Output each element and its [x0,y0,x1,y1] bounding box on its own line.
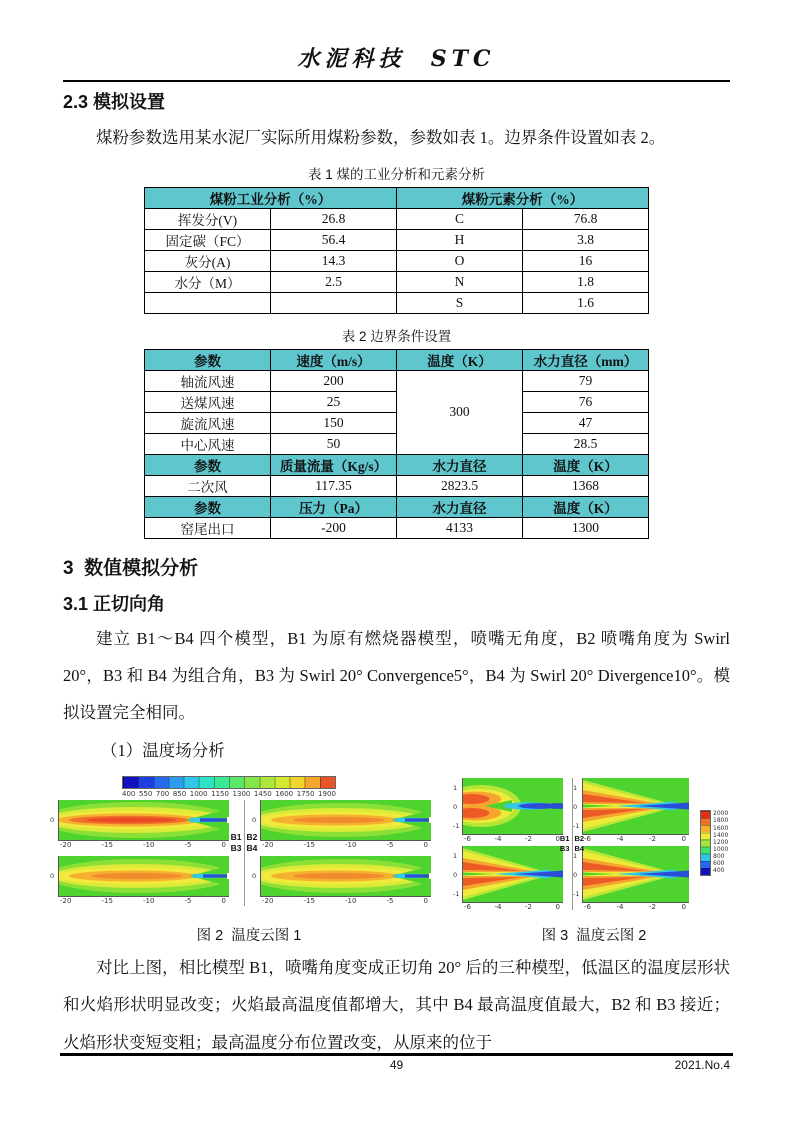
temperature-contour-plot [462,778,563,835]
tick-label: 850 [172,790,187,799]
table-row [145,370,649,391]
tick-label: 0 [453,803,458,812]
table-row [145,496,649,517]
tick-label: -4 [494,903,502,912]
figure3-caption: 图 3 温度云图 2 [541,928,647,945]
panel-label-b1: B1 [230,832,242,843]
cell [271,293,397,314]
tick-label: -6 [464,903,471,912]
section-3-1-heading: 3.1 正切向角 [63,593,166,614]
tick-label: -15 [303,897,315,906]
y-axis-label: 0 [252,872,257,881]
tick-label: 800 [713,853,725,861]
cell: 1300 [523,517,649,538]
table-row [145,349,649,370]
tick-label: 1150 [211,790,229,799]
temperature-contour-plot [260,800,431,841]
panel-label-b2: B2 [246,832,258,843]
cell: 47 [523,412,649,433]
journal-title: 水泥科技 STC [297,46,496,72]
tick-label: 1900 [318,790,336,799]
y-axis [573,852,579,898]
cell: 2823.5 [397,475,523,496]
tick-label: -20 [60,841,72,850]
cell: 温度（K） [523,454,649,475]
tick-label: -6 [464,835,471,844]
tick-label: 550 [138,790,153,799]
table-row [145,454,649,475]
cell: 固定碳（FC） [145,230,271,251]
cell: S [397,293,523,314]
tick-label: -4 [616,835,624,844]
cell: C [397,209,523,230]
x-axis [58,897,228,906]
tick-label: -5 [386,841,394,850]
tick-label: -10 [142,897,155,906]
fig3-panel-b1 [453,778,562,844]
table-row [145,293,649,314]
tick-label: 1 [453,852,458,861]
fig2-colorbar [122,776,336,798]
cell: 水力直径 [397,496,523,517]
panel-label-b3: B3 [230,843,242,854]
paragraph-intro: 煤粉参数选用某水泥厂实际所用煤粉参数，参数如表 1。边界条件设置如表 2。 [96,128,666,147]
x-axis [260,841,430,850]
tick-label: 0 [573,871,578,880]
page-footer [0,1053,793,1074]
fig2-panel-b1 [50,800,228,850]
header-rule [63,80,730,82]
tick-label: 1450 [253,790,272,799]
colorbar-gradient [700,810,711,876]
tick-label: 400 [122,790,136,799]
tick-label: -15 [101,841,113,850]
cell: 挥发分(V) [145,209,271,230]
cell: 1.6 [523,293,649,314]
table1-group-industrial: 煤粉工业分析（%） [145,188,397,209]
cell: 3.8 [523,230,649,251]
figures-row [50,774,743,916]
cell: 参数 [145,349,271,370]
table-row [145,251,649,272]
panel-label-b3: B3 [559,844,570,854]
cell: 轴流风速 [145,370,271,391]
panel-divider [244,800,245,906]
y-axis-label: 0 [252,816,257,825]
tick-label: 1200 [713,838,729,846]
cell: 25 [271,391,397,412]
tick-label: 0 [573,803,578,812]
tick-label: 1 [573,784,578,793]
tick-label: -10 [142,841,155,850]
figure-2-temperature-contours [50,774,448,916]
tick-label: 1 [573,852,578,861]
figure-3-temperature-contours [448,774,740,916]
cell: 28.5 [523,433,649,454]
x-axis [58,841,228,850]
tick-label: -20 [262,841,274,850]
tick-label: -4 [494,835,502,844]
temperature-contour-plot [58,856,229,897]
cell: 26.8 [271,209,397,230]
fig2-panel-b3 [50,856,228,906]
page-number: 49 [389,1058,404,1072]
colorbar-tick-labels [122,790,336,798]
tick-label: 2000 [713,810,729,818]
tick-label: 1 [453,784,458,793]
tick-label: -6 [584,903,591,912]
table-row [145,517,649,538]
cell-shared-temperature: 300 [397,370,523,454]
temperature-contour-plot [260,856,431,897]
temperature-contour-plot [582,846,689,903]
tick-label: 0 [555,903,560,912]
table-row [145,272,649,293]
fig3-colorbar [700,810,728,876]
paragraph-comparison: 对比上图，相比模型 B1，喷嘴角度变成正切角 20° 后的三种模型，低温区的温度层形状和火焰形状明显改变；火焰最高温度值都增大，其中 B4 最高温度值最大，B2 和 B3 接近；火焰形状变短变粗；最高温度分布位置改变，从原来的位于 [63,958,730,1052]
tick-label: -2 [649,835,656,844]
tick-label: 0 [423,841,428,850]
tick-label: 0 [681,835,686,844]
x-axis [582,903,688,912]
tick-label: 400 [713,867,725,875]
tick-label: -5 [184,841,192,850]
temperature-contour-plot [462,846,563,903]
table-row [145,188,649,209]
cell: 76.8 [523,209,649,230]
cell: 中心风速 [145,433,271,454]
cell: 温度（K） [397,349,523,370]
x-axis [260,897,430,906]
cell: 14.3 [271,251,397,272]
cell: 送煤风速 [145,391,271,412]
table-row [145,209,649,230]
cell: 76 [523,391,649,412]
table2-boundary-conditions [144,349,649,539]
tick-label: -10 [344,841,357,850]
panel-label-b4: B4 [246,843,258,854]
cell: 1.8 [523,272,649,293]
tick-label: -2 [525,903,532,912]
tick-label: 0 [423,897,428,906]
tick-label: 1800 [713,817,729,825]
colorbar-tick-labels [713,810,728,874]
tick-label: 1300 [232,790,251,799]
cell: 水力直径 [397,454,523,475]
cell: 1368 [523,475,649,496]
tick-label: -1 [573,822,580,831]
cell: 水力直径（mm） [523,349,649,370]
tick-label: -4 [616,903,624,912]
tick-label: 700 [155,790,170,799]
tick-label: -6 [584,835,591,844]
cell: 117.35 [271,475,397,496]
panel-label-b4: B4 [574,844,585,854]
tick-label: 1000 [189,790,208,799]
x-axis [462,835,562,844]
tick-label: 1000 [713,845,729,853]
list-item-temperature-analysis: （1）温度场分析 [101,740,225,760]
figure2-caption: 图 2 温度云图 1 [196,928,302,945]
colorbar-gradient [122,776,336,789]
panel-label-b2: B2 [574,834,585,844]
tick-label: 1400 [713,831,729,839]
tick-label: 0 [453,871,458,880]
tick-label: -2 [649,903,656,912]
y-axis [573,784,579,830]
cell: 窑尾出口 [145,517,271,538]
tick-label: -1 [453,822,460,831]
cell: H [397,230,523,251]
cell: 79 [523,370,649,391]
x-axis [462,903,562,912]
y-axis-label: 0 [50,816,55,825]
tick-label: 0 [681,903,686,912]
footer-row [0,1056,793,1074]
cell [145,293,271,314]
cell: 2.5 [271,272,397,293]
issue-number: 2021.No.4 [674,1058,730,1072]
cell: 旋流风速 [145,412,271,433]
fig3-panel-b3 [453,846,562,912]
cell: 150 [271,412,397,433]
tick-label: -1 [573,890,580,899]
tick-label: -2 [525,835,532,844]
cell: 灰分(A) [145,251,271,272]
cell: 二次风 [145,475,271,496]
cell: 50 [271,433,397,454]
cell: 压力（Pa） [271,496,397,517]
fig3-panel-labels [556,834,588,853]
table1-coal-analysis [144,187,649,314]
cell: 水分（M） [145,272,271,293]
figure-captions [50,924,743,945]
y-axis-label: 0 [50,872,55,881]
cell: 温度（K） [523,496,649,517]
tick-label: 0 [555,835,560,844]
tick-label: -15 [101,897,113,906]
cell: 56.4 [271,230,397,251]
cell: -200 [271,517,397,538]
tick-label: 600 [713,860,725,868]
cell: 质量流量（Kg/s） [271,454,397,475]
paragraph-models: 建立 B1～B4 四个模型，B1 为原有燃烧器模型，喷嘴无角度，B2 喷嘴角度为 Swirl 20°，B3 和 B4 为组合角，B3 为 Swirl 20° Convergence5°，B4 为 Swirl 20° Divergence10°。模拟设置完全相同。 [63,628,730,722]
cell: N [397,272,523,293]
cell: 200 [271,370,397,391]
tick-label: -10 [344,897,357,906]
table1-group-elemental: 煤粉元素分析（%） [397,188,649,209]
cell: 速度（m/s） [271,349,397,370]
table-row [145,475,649,496]
table2-caption: 表 2 边界条件设置 [341,328,452,344]
temperature-contour-plot [58,800,229,841]
cell: 参数 [145,496,271,517]
table-row [145,230,649,251]
x-axis [582,835,688,844]
section-2-3-heading: 2.3 模拟设置 [63,92,166,112]
fig2-panel-labels [228,832,260,853]
fig2-panel-b4 [252,856,430,906]
temperature-contour-plot [582,778,689,835]
cell: 参数 [145,454,271,475]
tick-label: -20 [60,897,72,906]
cell: O [397,251,523,272]
tick-label: 0 [221,897,226,906]
tick-label: 1750 [296,790,315,799]
cell: 16 [523,251,649,272]
tick-label: 1600 [713,824,729,832]
tick-label: -1 [453,890,460,899]
table1-caption: 表 1 煤的工业分析和元素分析 [307,167,485,183]
tick-label: -20 [262,897,274,906]
tick-label: 1600 [275,790,294,799]
section-3-heading: 3 数值模拟分析 [63,557,199,579]
panel-label-b1: B1 [559,834,570,844]
cell: 4133 [397,517,523,538]
tick-label: 0 [221,841,226,850]
y-axis [453,784,459,830]
y-axis [453,852,459,898]
tick-label: -5 [386,897,394,906]
tick-label: -5 [184,897,192,906]
tick-label: -15 [303,841,315,850]
